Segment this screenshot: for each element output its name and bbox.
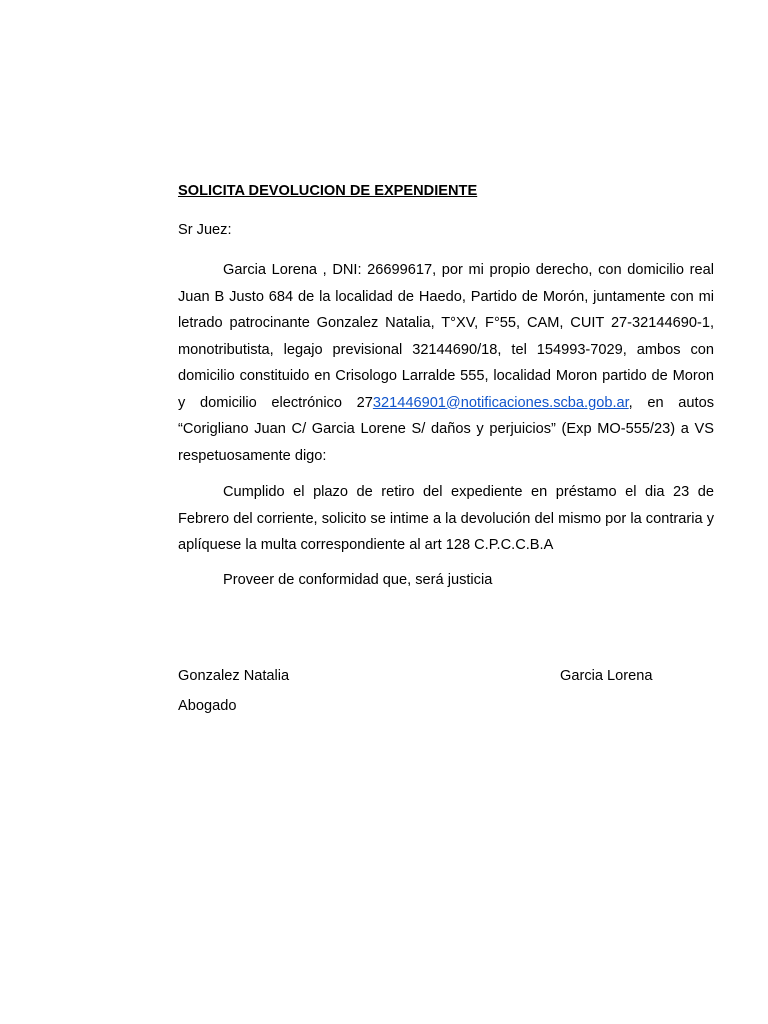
salutation: Sr Juez: (178, 222, 232, 238)
petitioner-signature-name: Garcia Lorena (560, 668, 653, 684)
paragraph-closing: Proveer de conformidad que, será justicia (223, 571, 493, 588)
lawyer-signature-role: Abogado (178, 698, 237, 714)
paragraph-request: Cumplido el plazo de retiro del expediente en préstamo el dia 23 de Febrero del corriente, solicito se intime a la devolución del mismo por la contraria y aplíquese la multa correspondiente al art 128 C.P.C.C.B.A (178, 484, 714, 553)
paragraph-petitioner-text-end: , en autos “Corigliano Juan C/ Garcia Lorene S/ daños y perjuicios” (Exp MO-555/23) a VS respetuosamente digo: (178, 394, 714, 464)
paragraph-petitioner (178, 257, 714, 469)
email-link[interactable]: 321446901@notificaciones.scba.gob.ar (372, 394, 629, 411)
document-body (178, 180, 714, 601)
paragraph-petitioner-text: Garcia Lorena , DNI: 26699617, por mi propio derecho, con domicilio real Juan B Justo 684 de la localidad de Haedo, Partido de Morón, juntamente con mi letrado patrocinante Gonzalez Natalia, T°XV, F°55, CAM, CUIT 27-32144690-1, monotributista, legajo previsional 32144690/18, tel 154993-7029, ambos con domicilio constituido en Crisologo Larralde 555, localidad Moron partido de Moron y domicilio electrónico 27 (178, 262, 714, 411)
lawyer-signature-name: Gonzalez Natalia (178, 668, 290, 684)
document-title: SOLICITA DEVOLUCION DE EXPENDIENTE (178, 183, 478, 199)
